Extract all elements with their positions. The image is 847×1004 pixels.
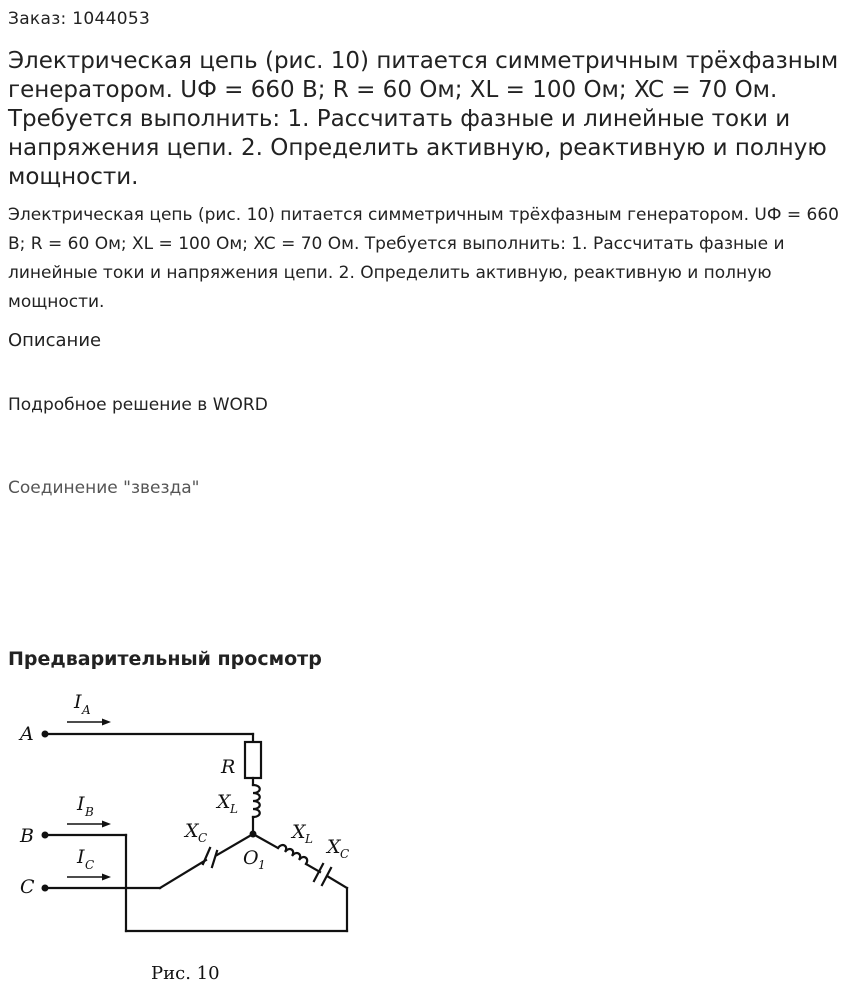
capacitor-xc-right-label: X: [327, 836, 341, 858]
current-b-subscript: B: [85, 805, 94, 819]
terminal-b-label: B: [20, 825, 34, 847]
capacitor-xc-left-subscript: C: [198, 831, 208, 845]
inductor-xl-a: [253, 785, 260, 817]
current-c-label: I: [77, 846, 85, 868]
current-b-label: I: [77, 793, 85, 815]
neutral-node-subscript: 1: [258, 858, 266, 872]
inductor-xl-right-subscript: L: [305, 832, 313, 846]
terminal-c-dot: [42, 885, 49, 892]
inductor-xl-a-label: X: [217, 791, 231, 813]
connection-type-text: Соединение "звезда": [8, 478, 200, 498]
inductor-xl-right-label: X: [292, 821, 306, 843]
resistor-r-label: R: [221, 756, 236, 778]
task-description: Электрическая цепь (рис. 10) питается симметричным трёхфазным генератором. UФ = 660 В; R = 60 Ом; XL = 100 Ом; XC = 70 Ом. Требуется выполнить: 1. Рассчитать фазные и линейные токи и напряжения цепи. 2. Определить активную, реактивную и полную мощности.: [8, 205, 839, 312]
terminal-a-dot: [42, 731, 49, 738]
preview-heading: Предварительный просмотр: [8, 648, 322, 670]
wire-cap-right: [327, 876, 347, 888]
wire-cap-c: [160, 860, 206, 888]
capacitor-xc-right-plate-a: [314, 864, 323, 881]
description-section-label: Описание: [8, 330, 102, 351]
resistor-r: [245, 742, 261, 778]
solution-format-text: Подробное решение в WORD: [8, 395, 268, 415]
wire-l-cap-right: [306, 864, 320, 872]
capacitor-xc-left-label: X: [185, 820, 199, 842]
current-a-subscript: A: [82, 703, 91, 717]
current-a-arrowhead: [102, 719, 111, 726]
order-number: Заказ: 1044053: [8, 9, 151, 29]
inductor-xl-a-subscript: L: [230, 802, 238, 816]
capacitor-xc-right-subscript: C: [340, 847, 350, 861]
circuit-diagram: [0, 680, 400, 1000]
current-a-label: I: [74, 691, 82, 713]
current-c-subscript: C: [85, 858, 95, 872]
terminal-b-dot: [42, 832, 49, 839]
capacitor-xc-left-plate-a: [212, 851, 217, 867]
neutral-node-label: O: [243, 847, 259, 869]
figure-caption: Рис. 10: [151, 963, 220, 984]
task-title: Электрическая цепь (рис. 10) питается симметричным трёхфазным генератором. UФ = 660 В; R = 60 Ом; XL = 100 Ом; XC = 70 Ом. Требуется выполнить: 1. Рассчитать фазные и линейные токи и напряжения цепи. 2. Определить активную, реактивную и полную мощности.: [8, 48, 839, 190]
current-c-arrowhead: [102, 874, 111, 881]
circuit-figure: [0, 680, 400, 1000]
neutral-node-dot: [250, 831, 257, 838]
inductor-xl-right: [278, 845, 307, 864]
terminal-c-label: C: [20, 876, 35, 898]
current-b-arrowhead: [102, 821, 111, 828]
terminal-a-label: A: [20, 723, 34, 745]
wire-node-right: [253, 834, 278, 848]
